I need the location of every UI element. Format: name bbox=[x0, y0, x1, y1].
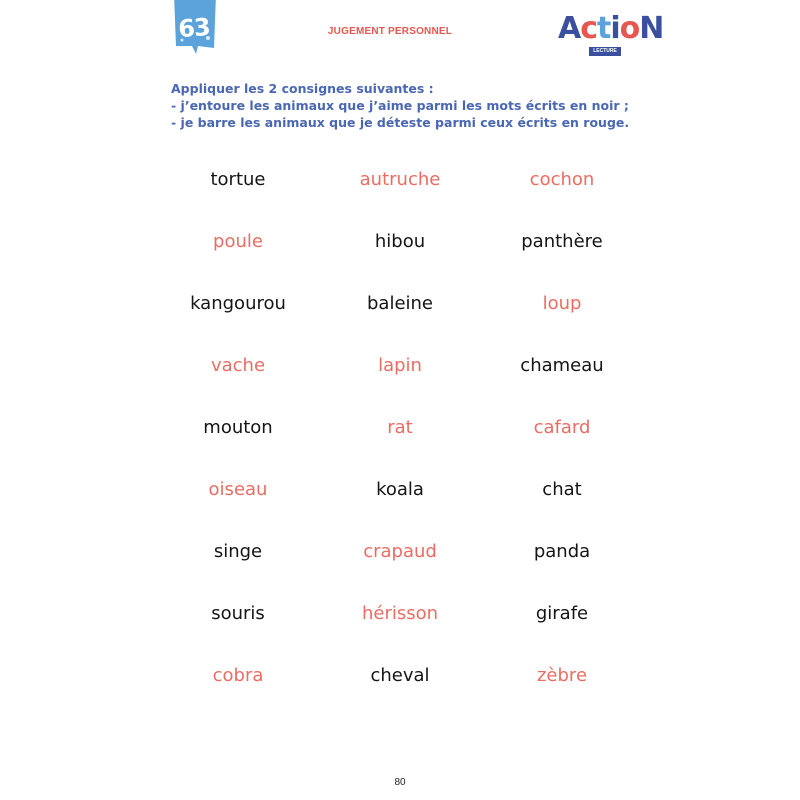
animal-word[interactable]: cheval bbox=[370, 665, 430, 686]
instruction-line: - je barre les animaux que je déteste parmi ceux écrits en rouge. bbox=[171, 115, 630, 130]
logo-word: ActioN bbox=[558, 11, 664, 46]
instruction-line: Appliquer les 2 consignes suivantes : bbox=[171, 81, 434, 96]
animal-word[interactable]: autruche bbox=[359, 169, 441, 190]
instructions bbox=[171, 80, 641, 131]
animal-word[interactable]: baleine bbox=[366, 293, 433, 314]
animal-word[interactable]: hérisson bbox=[361, 603, 439, 624]
animal-word[interactable]: lapin bbox=[378, 355, 422, 376]
animal-word[interactable]: chameau bbox=[520, 355, 604, 376]
animal-word[interactable]: cobra bbox=[212, 665, 264, 686]
action-lecture-logo bbox=[558, 11, 664, 58]
animal-word[interactable]: koala bbox=[376, 479, 424, 500]
animal-word[interactable]: tortue bbox=[210, 169, 266, 190]
section-title: JUGEMENT PERSONNEL bbox=[327, 26, 453, 37]
animal-word[interactable]: singe bbox=[213, 541, 263, 562]
animal-word[interactable]: hibou bbox=[374, 231, 426, 252]
animal-word[interactable]: girafe bbox=[535, 603, 589, 624]
animal-word[interactable]: panthère bbox=[521, 231, 603, 252]
animal-word[interactable]: loup bbox=[542, 293, 582, 314]
animal-word[interactable]: rat bbox=[387, 417, 413, 438]
animal-word[interactable]: oiseau bbox=[208, 479, 268, 500]
animal-word[interactable]: crapaud bbox=[363, 541, 437, 562]
animal-word[interactable]: poule bbox=[213, 231, 263, 252]
page-number: 80 bbox=[394, 777, 406, 788]
animal-word[interactable]: zèbre bbox=[536, 665, 588, 686]
animal-word[interactable]: panda bbox=[533, 541, 591, 562]
animal-word[interactable]: cochon bbox=[529, 169, 595, 190]
animal-word[interactable]: chat bbox=[542, 479, 582, 500]
animal-word[interactable]: kangourou bbox=[190, 293, 286, 314]
animal-word[interactable]: souris bbox=[211, 603, 265, 624]
animal-word[interactable]: mouton bbox=[203, 417, 273, 438]
exercise-number: 63 bbox=[177, 12, 211, 44]
animal-word-grid bbox=[157, 162, 643, 720]
logo-subtitle: LECTURE bbox=[589, 47, 621, 56]
animal-word[interactable]: cafard bbox=[533, 417, 591, 438]
animal-word[interactable]: vache bbox=[210, 355, 266, 376]
instruction-line: - j’entoure les animaux que j’aime parmi les mots écrits en noir ; bbox=[171, 98, 629, 113]
